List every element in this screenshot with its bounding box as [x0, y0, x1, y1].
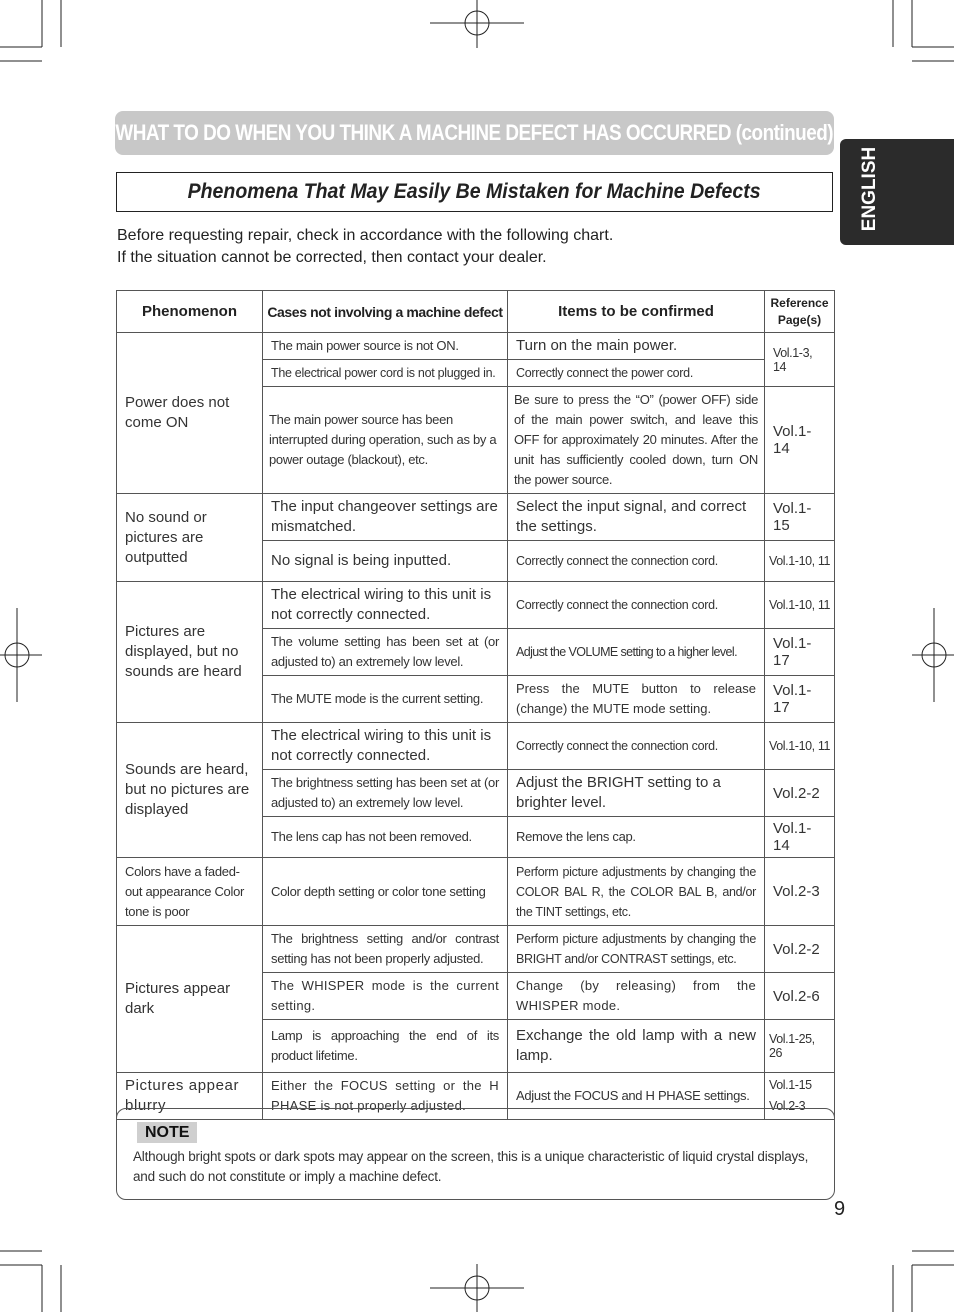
- item-cell: Turn on the main power.: [508, 333, 765, 360]
- table-row: [117, 333, 835, 360]
- item-cell: Exchange the old lamp with a new lamp.: [508, 1020, 765, 1073]
- case-cell: The input changeover settings are mismatched.: [263, 494, 508, 541]
- page-number: 9: [834, 1198, 846, 1220]
- intro-line-1: Before requesting repair, check in accordance with the following chart.: [117, 227, 614, 244]
- reference-cell: Vol.1-17: [765, 676, 835, 723]
- phenomenon-cell: Pictures appear dark: [117, 926, 263, 1073]
- intro-text: [117, 225, 817, 269]
- reference-cell: Vol.1-17: [765, 629, 835, 676]
- case-cell: The brightness setting has been set at (or adjusted to) an extremely low level.: [263, 770, 508, 817]
- phenomenon-cell: No sound or pictures are outputted: [117, 494, 263, 582]
- item-cell: Correctly connect the connection cord.: [508, 723, 765, 770]
- case-cell: The electrical wiring to this unit is not correctly connected.: [263, 582, 508, 629]
- phenomenon-cell: Sounds are heard, but no pictures are displayed: [117, 723, 263, 858]
- header-reference: Reference Page(s): [765, 291, 835, 333]
- case-cell: The main power source is not ON.: [263, 333, 508, 360]
- reference-cell: Vol.1-10, 11: [765, 541, 835, 582]
- language-tab-label: ENGLISH: [859, 146, 880, 232]
- case-cell: The brightness setting and/or contrast setting has not been properly adjusted.: [263, 926, 508, 973]
- intro-line-2: If the situation cannot be corrected, then contact your dealer.: [117, 249, 547, 266]
- note-text: Although bright spots or dark spots may appear on the screen, this is a unique characteristic of liquid crystal displays, and such do not constitute or imply a machine defect.: [133, 1149, 809, 1184]
- reference-cell: Vol.2-2: [765, 926, 835, 973]
- reference-cell: Vol.2-2: [765, 770, 835, 817]
- item-cell: Correctly connect the connection cord.: [508, 541, 765, 582]
- case-cell: The WHISPER mode is the current setting.: [263, 973, 508, 1020]
- item-cell: Press the MUTE button to release (change) the MUTE mode setting.: [508, 676, 765, 723]
- note-box: [116, 1108, 835, 1200]
- phenomenon-cell: Pictures appear blurry: [117, 1073, 263, 1120]
- item-cell: Change (by releasing) from the WHISPER mode.: [508, 973, 765, 1020]
- item-cell: Adjust the BRIGHT setting to a brighter level.: [508, 770, 765, 817]
- reference-cell: Vol.1-10, 11: [765, 723, 835, 770]
- item-cell: Select the input signal, and correct the settings.: [508, 494, 765, 541]
- table-row: [117, 858, 835, 926]
- reference-cell: Vol.1-10, 11: [765, 582, 835, 629]
- case-cell: The lens cap has not been removed.: [263, 817, 508, 858]
- table-row: [117, 926, 835, 973]
- table-header-row: [117, 291, 835, 333]
- reference-cell: Vol.1-3, 14: [765, 333, 835, 387]
- item-cell: Correctly connect the connection cord.: [508, 582, 765, 629]
- item-cell: Remove the lens cap.: [508, 817, 765, 858]
- item-cell: Adjust the VOLUME setting to a higher level.: [508, 629, 765, 676]
- case-cell: Lamp is approaching the end of its product lifetime.: [263, 1020, 508, 1073]
- reference-cell: Vol.1-25, 26: [765, 1020, 835, 1073]
- case-cell: The electrical wiring to this unit is not correctly connected.: [263, 723, 508, 770]
- item-cell: Adjust the FOCUS and H PHASE settings.: [508, 1073, 765, 1120]
- table-row: [117, 723, 835, 770]
- case-cell: Color depth setting or color tone setting: [263, 858, 508, 926]
- reference-cell: Vol.1-14: [765, 817, 835, 858]
- case-cell: No signal is being inputted.: [263, 541, 508, 582]
- language-tab: [840, 139, 954, 245]
- reference-cell: Vol.1-15: [765, 494, 835, 541]
- note-label: NOTE: [137, 1122, 197, 1143]
- item-cell: Perform picture adjustments by changing the COLOR BAL R, the COLOR BAL B, and/or the TINT settings, etc.: [508, 858, 765, 926]
- phenomenon-cell: Pictures are displayed, but no sounds are heard: [117, 582, 263, 723]
- phenomenon-cell: Colors have a faded-out appearance Color tone is poor: [117, 858, 263, 926]
- item-cell: Be sure to press the “O” (power OFF) side of the main power switch, and leave this OFF for approximately 20 minutes. After the unit has sufficiently cooled down, turn ON the power source.: [508, 387, 765, 494]
- table-row: [117, 494, 835, 541]
- reference-line-2: Vol.2-3: [769, 1099, 806, 1113]
- item-cell: Perform picture adjustments by changing the BRIGHT and/or CONTRAST settings, etc.: [508, 926, 765, 973]
- header-items: Items to be confirmed: [508, 291, 765, 333]
- header-cases: Cases not involving a machine defect: [263, 291, 508, 333]
- case-cell: The volume setting has been set at (or adjusted to) an extremely low level.: [263, 629, 508, 676]
- reference-cell: Vol.2-3: [765, 858, 835, 926]
- reference-cell: Vol.2-6: [765, 973, 835, 1020]
- item-cell: Correctly connect the power cord.: [508, 360, 765, 387]
- reference-cell: Vol.1-14: [765, 387, 835, 494]
- reference-line-1: Vol.1-15: [769, 1078, 812, 1092]
- section-heading: Phenomena That May Easily Be Mistaken for Machine Defects: [187, 180, 762, 203]
- case-cell: Either the FOCUS setting or the H PHASE is not properly adjusted.: [263, 1073, 508, 1120]
- page-title: WHAT TO DO WHEN YOU THINK A MACHINE DEFECT HAS OCCURRED (continued): [115, 120, 834, 145]
- case-cell: The MUTE mode is the current setting.: [263, 676, 508, 723]
- section-heading-box: [116, 172, 833, 212]
- troubleshooting-table: [116, 290, 835, 1120]
- table-row: [117, 582, 835, 629]
- case-cell: The main power source has been interrupted during operation, such as by a power outage (blackout), etc.: [263, 387, 508, 494]
- phenomenon-cell: Power does not come ON: [117, 333, 263, 494]
- header-phenomenon: Phenomenon: [117, 291, 263, 333]
- page-title-bar: [115, 111, 834, 155]
- case-cell: The electrical power cord is not plugged in.: [263, 360, 508, 387]
